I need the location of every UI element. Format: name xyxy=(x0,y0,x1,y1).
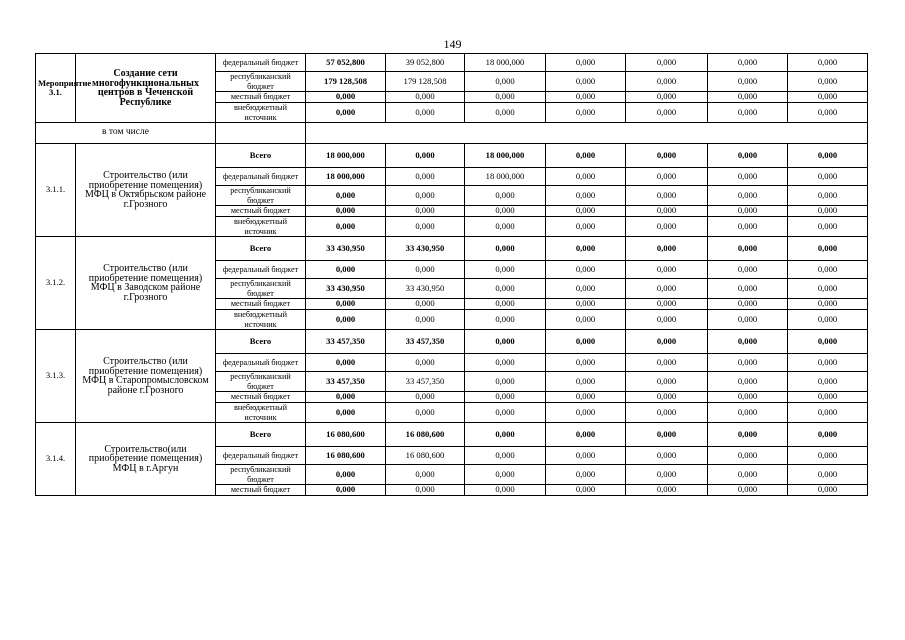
amount-cell: 33 430,950 xyxy=(386,279,465,299)
amount-cell: 0,000 xyxy=(626,54,708,72)
funding-source: республиканский бюджет xyxy=(216,72,306,92)
table-row xyxy=(36,54,868,72)
amount-cell: 0,000 xyxy=(465,354,546,372)
amount-cell: 0,000 xyxy=(708,485,788,496)
amount-cell: 0,000 xyxy=(626,465,708,485)
empty-cell xyxy=(306,123,868,144)
amount-cell: 0,000 xyxy=(788,144,868,168)
funding-source: республиканский бюджет xyxy=(216,465,306,485)
amount-cell: 0,000 xyxy=(546,103,626,123)
amount-cell: 0,000 xyxy=(546,217,626,237)
page-number: 149 xyxy=(443,37,462,51)
amount-cell: 0,000 xyxy=(788,354,868,372)
amount-cell: 0,000 xyxy=(546,465,626,485)
amount-cell: 0,000 xyxy=(465,206,546,217)
amount-cell: 0,000 xyxy=(788,54,868,72)
amount-cell: 18 000,000 xyxy=(306,144,386,168)
amount-cell: 0,000 xyxy=(708,465,788,485)
amount-cell: 0,000 xyxy=(386,261,465,279)
amount-cell: 0,000 xyxy=(465,92,546,103)
amount-cell: 0,000 xyxy=(788,279,868,299)
amount-cell: 0,000 xyxy=(626,217,708,237)
funding-source: внебюджетный источник xyxy=(216,403,306,423)
funding-source: республиканский бюджет xyxy=(216,186,306,206)
amount-cell: 0,000 xyxy=(386,465,465,485)
amount-cell: 0,000 xyxy=(306,310,386,330)
amount-cell: 0,000 xyxy=(546,186,626,206)
funding-source: федеральный бюджет xyxy=(216,168,306,186)
amount-cell: 0,000 xyxy=(465,261,546,279)
amount-cell: 57 052,800 xyxy=(306,54,386,72)
funding-source: республиканский бюджет xyxy=(216,372,306,392)
activity-code: Мероприятие 3.1. xyxy=(36,54,76,123)
amount-cell: 0,000 xyxy=(626,392,708,403)
amount-cell: 0,000 xyxy=(465,72,546,92)
amount-cell: 0,000 xyxy=(465,310,546,330)
amount-cell: 18 000,000 xyxy=(465,168,546,186)
amount-cell: 0,000 xyxy=(465,279,546,299)
amount-cell: 0,000 xyxy=(788,330,868,354)
amount-cell: 0,000 xyxy=(626,310,708,330)
amount-cell: 0,000 xyxy=(788,72,868,92)
amount-cell: 0,000 xyxy=(465,217,546,237)
amount-cell: 0,000 xyxy=(788,168,868,186)
amount-cell: 0,000 xyxy=(708,237,788,261)
amount-cell: 0,000 xyxy=(788,217,868,237)
amount-cell: 0,000 xyxy=(626,372,708,392)
funding-source: Всего xyxy=(216,144,306,168)
amount-cell: 0,000 xyxy=(546,403,626,423)
amount-cell: 0,000 xyxy=(708,392,788,403)
amount-cell: 0,000 xyxy=(708,447,788,465)
amount-cell: 0,000 xyxy=(626,330,708,354)
amount-cell: 0,000 xyxy=(546,72,626,92)
funding-source: федеральный бюджет xyxy=(216,54,306,72)
table-row xyxy=(36,144,868,168)
amount-cell: 0,000 xyxy=(546,54,626,72)
amount-cell: 179 128,508 xyxy=(306,72,386,92)
amount-cell: 0,000 xyxy=(788,310,868,330)
amount-cell: 0,000 xyxy=(546,168,626,186)
amount-cell: 0,000 xyxy=(386,217,465,237)
empty-cell xyxy=(216,123,306,144)
in-total-label: в том числе xyxy=(36,123,216,144)
amount-cell: 0,000 xyxy=(788,261,868,279)
amount-cell: 0,000 xyxy=(708,206,788,217)
amount-cell: 18 000,000 xyxy=(465,144,546,168)
amount-cell: 0,000 xyxy=(386,92,465,103)
funding-source: внебюджетный источник xyxy=(216,310,306,330)
amount-cell: 0,000 xyxy=(386,103,465,123)
amount-cell: 0,000 xyxy=(788,423,868,447)
amount-cell: 16 080,600 xyxy=(306,447,386,465)
subactivity-code: 3.1.3. xyxy=(36,330,76,423)
amount-cell: 0,000 xyxy=(788,392,868,403)
amount-cell: 0,000 xyxy=(788,103,868,123)
amount-cell: 0,000 xyxy=(306,103,386,123)
amount-cell: 0,000 xyxy=(386,299,465,310)
amount-cell: 0,000 xyxy=(306,485,386,496)
amount-cell: 0,000 xyxy=(626,354,708,372)
amount-cell: 0,000 xyxy=(626,279,708,299)
amount-cell: 0,000 xyxy=(306,299,386,310)
funding-source: Всего xyxy=(216,330,306,354)
amount-cell: 0,000 xyxy=(626,447,708,465)
amount-cell: 0,000 xyxy=(386,485,465,496)
amount-cell: 0,000 xyxy=(708,217,788,237)
amount-cell: 0,000 xyxy=(306,403,386,423)
amount-cell: 0,000 xyxy=(465,330,546,354)
subactivity-name: Строительство (или приобретение помещения) МФЦ в Заводском районе г.Грозного xyxy=(76,237,216,330)
amount-cell: 0,000 xyxy=(788,206,868,217)
amount-cell: 0,000 xyxy=(386,403,465,423)
amount-cell: 0,000 xyxy=(626,144,708,168)
amount-cell: 33 457,350 xyxy=(386,372,465,392)
amount-cell: 0,000 xyxy=(708,279,788,299)
table-row xyxy=(36,123,868,144)
funding-source: внебюджетный источник xyxy=(216,217,306,237)
amount-cell: 0,000 xyxy=(386,186,465,206)
amount-cell: 0,000 xyxy=(626,485,708,496)
amount-cell: 33 457,350 xyxy=(306,372,386,392)
amount-cell: 0,000 xyxy=(788,92,868,103)
amount-cell: 0,000 xyxy=(708,186,788,206)
amount-cell: 16 080,600 xyxy=(386,423,465,447)
amount-cell: 0,000 xyxy=(788,237,868,261)
amount-cell: 0,000 xyxy=(306,92,386,103)
amount-cell: 33 430,950 xyxy=(306,237,386,261)
amount-cell: 179 128,508 xyxy=(386,72,465,92)
amount-cell: 0,000 xyxy=(788,372,868,392)
funding-source: местный бюджет xyxy=(216,206,306,217)
amount-cell: 0,000 xyxy=(546,237,626,261)
funding-source: федеральный бюджет xyxy=(216,261,306,279)
amount-cell: 0,000 xyxy=(465,423,546,447)
amount-cell: 0,000 xyxy=(546,392,626,403)
amount-cell: 0,000 xyxy=(546,447,626,465)
amount-cell: 0,000 xyxy=(465,237,546,261)
amount-cell: 0,000 xyxy=(306,206,386,217)
amount-cell: 0,000 xyxy=(708,403,788,423)
amount-cell: 0,000 xyxy=(626,72,708,92)
amount-cell: 0,000 xyxy=(465,485,546,496)
amount-cell: 0,000 xyxy=(708,72,788,92)
amount-cell: 0,000 xyxy=(465,465,546,485)
amount-cell: 0,000 xyxy=(626,261,708,279)
subactivity-code: 3.1.4. xyxy=(36,423,76,496)
amount-cell: 0,000 xyxy=(788,186,868,206)
amount-cell: 0,000 xyxy=(626,186,708,206)
amount-cell: 0,000 xyxy=(626,403,708,423)
table-row xyxy=(36,237,868,261)
amount-cell: 0,000 xyxy=(626,299,708,310)
amount-cell: 0,000 xyxy=(788,485,868,496)
amount-cell: 0,000 xyxy=(546,206,626,217)
amount-cell: 0,000 xyxy=(386,310,465,330)
amount-cell: 0,000 xyxy=(546,144,626,168)
amount-cell: 0,000 xyxy=(465,103,546,123)
amount-cell: 33 457,350 xyxy=(386,330,465,354)
amount-cell: 0,000 xyxy=(465,372,546,392)
funding-source: Всего xyxy=(216,423,306,447)
amount-cell: 0,000 xyxy=(546,485,626,496)
amount-cell: 16 080,600 xyxy=(386,447,465,465)
amount-cell: 0,000 xyxy=(708,354,788,372)
amount-cell: 0,000 xyxy=(788,299,868,310)
amount-cell: 0,000 xyxy=(546,92,626,103)
amount-cell: 33 430,950 xyxy=(386,237,465,261)
funding-source: внебюджетный источник xyxy=(216,103,306,123)
funding-source: республиканский бюджет xyxy=(216,279,306,299)
funding-source: местный бюджет xyxy=(216,92,306,103)
funding-source: Всего xyxy=(216,237,306,261)
amount-cell: 0,000 xyxy=(708,310,788,330)
amount-cell: 0,000 xyxy=(626,92,708,103)
amount-cell: 0,000 xyxy=(465,299,546,310)
amount-cell: 0,000 xyxy=(546,310,626,330)
amount-cell: 0,000 xyxy=(708,92,788,103)
amount-cell: 16 080,600 xyxy=(306,423,386,447)
budget-table xyxy=(35,53,868,496)
amount-cell: 0,000 xyxy=(788,403,868,423)
amount-cell: 0,000 xyxy=(546,299,626,310)
funding-source: федеральный бюджет xyxy=(216,354,306,372)
amount-cell: 0,000 xyxy=(708,299,788,310)
subactivity-name: Строительство(или приобретение помещения) МФЦ в г.Аргун xyxy=(76,423,216,496)
activity-name: Создание сети многофункциональных центров в Чеченской Республике xyxy=(76,54,216,123)
amount-cell: 0,000 xyxy=(788,465,868,485)
funding-source: федеральный бюджет xyxy=(216,447,306,465)
amount-cell: 0,000 xyxy=(708,144,788,168)
amount-cell: 0,000 xyxy=(626,237,708,261)
amount-cell: 0,000 xyxy=(465,392,546,403)
amount-cell: 0,000 xyxy=(708,168,788,186)
amount-cell: 0,000 xyxy=(546,330,626,354)
amount-cell: 0,000 xyxy=(626,103,708,123)
amount-cell: 0,000 xyxy=(386,206,465,217)
amount-cell: 0,000 xyxy=(306,465,386,485)
amount-cell: 0,000 xyxy=(708,261,788,279)
amount-cell: 0,000 xyxy=(306,217,386,237)
amount-cell: 0,000 xyxy=(546,354,626,372)
funding-source: местный бюджет xyxy=(216,485,306,496)
subactivity-name: Строительство (или приобретение помещения) МФЦ в Старопромысловском районе г.Грозного xyxy=(76,330,216,423)
amount-cell: 0,000 xyxy=(386,354,465,372)
amount-cell: 18 000,000 xyxy=(306,168,386,186)
amount-cell: 0,000 xyxy=(788,447,868,465)
amount-cell: 0,000 xyxy=(306,261,386,279)
amount-cell: 0,000 xyxy=(546,279,626,299)
amount-cell: 0,000 xyxy=(546,261,626,279)
amount-cell: 33 430,950 xyxy=(306,279,386,299)
amount-cell: 0,000 xyxy=(546,372,626,392)
amount-cell: 0,000 xyxy=(306,392,386,403)
amount-cell: 33 457,350 xyxy=(306,330,386,354)
subactivity-name: Строительство (или приобретение помещения) МФЦ в Октябрьском районе г.Грозного xyxy=(76,144,216,237)
amount-cell: 0,000 xyxy=(306,186,386,206)
subactivity-code: 3.1.1. xyxy=(36,144,76,237)
amount-cell: 0,000 xyxy=(386,168,465,186)
amount-cell: 0,000 xyxy=(626,168,708,186)
amount-cell: 0,000 xyxy=(386,392,465,403)
subactivity-code: 3.1.2. xyxy=(36,237,76,330)
amount-cell: 0,000 xyxy=(708,372,788,392)
amount-cell: 0,000 xyxy=(708,103,788,123)
amount-cell: 0,000 xyxy=(465,403,546,423)
amount-cell: 0,000 xyxy=(626,423,708,447)
amount-cell: 0,000 xyxy=(708,423,788,447)
funding-source: местный бюджет xyxy=(216,392,306,403)
amount-cell: 18 000,000 xyxy=(465,54,546,72)
amount-cell: 0,000 xyxy=(546,423,626,447)
amount-cell: 0,000 xyxy=(465,447,546,465)
amount-cell: 0,000 xyxy=(386,144,465,168)
funding-source: местный бюджет xyxy=(216,299,306,310)
amount-cell: 0,000 xyxy=(708,54,788,72)
amount-cell: 0,000 xyxy=(306,354,386,372)
amount-cell: 39 052,800 xyxy=(386,54,465,72)
amount-cell: 0,000 xyxy=(465,186,546,206)
table-row xyxy=(36,423,868,447)
amount-cell: 0,000 xyxy=(708,330,788,354)
amount-cell: 0,000 xyxy=(626,206,708,217)
table-row xyxy=(36,330,868,354)
